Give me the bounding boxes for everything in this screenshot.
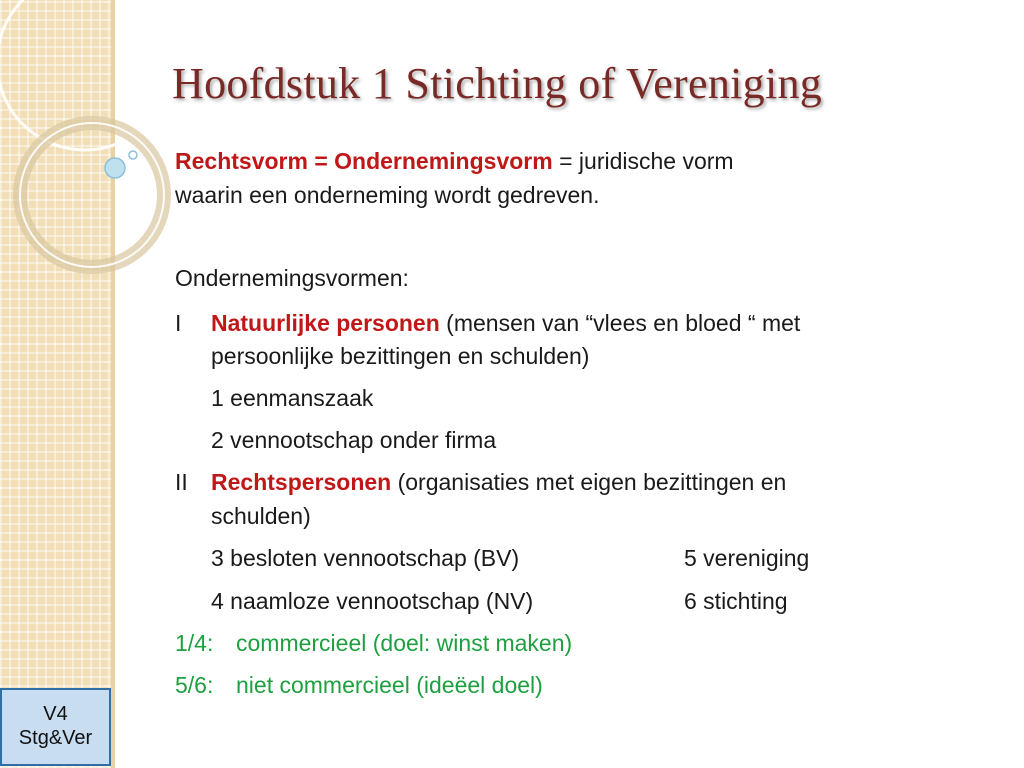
bullet-dot-large bbox=[105, 158, 125, 178]
note-text-2: niet commercieel (ideëel doel) bbox=[236, 672, 543, 698]
badge-line-2: Stg&Ver bbox=[18, 727, 93, 749]
bullet-dot-small bbox=[129, 151, 137, 159]
version-badge bbox=[0, 688, 111, 766]
section1-desc-1: (mensen van “vlees en bloed “ met bbox=[446, 310, 801, 336]
note-label-1: 1/4: bbox=[175, 630, 214, 656]
section1-desc-2: persoonlijke bezittingen en schulden) bbox=[211, 343, 590, 369]
list-item-vereniging: 5 vereniging bbox=[684, 545, 810, 571]
rechtsvorm-term: Rechtsvorm = Ondernemingsvorm bbox=[175, 148, 553, 174]
rechtspersonen-term: Rechtspersonen bbox=[211, 469, 392, 495]
section2-line-1 bbox=[211, 468, 786, 497]
list-item-bv: 3 besloten vennootschap (BV) bbox=[211, 545, 520, 571]
list-item-vof: 2 vennootschap onder firma bbox=[211, 427, 497, 453]
section1-line-1 bbox=[211, 309, 800, 338]
intro-rest: = juridische vorm bbox=[559, 148, 734, 174]
natuurlijke-personen-term: Natuurlijke personen bbox=[211, 310, 440, 336]
section2-desc-1: (organisaties met eigen bezittingen en bbox=[397, 469, 787, 495]
section1-numeral: I bbox=[175, 310, 182, 336]
slide-title: Hoofdstuk 1 Stichting of Vereniging bbox=[172, 59, 823, 108]
note-text-1: commercieel (doel: winst maken) bbox=[236, 630, 573, 656]
list-item-stichting: 6 stichting bbox=[684, 588, 788, 614]
note-label-2: 5/6: bbox=[175, 672, 214, 698]
intro-line-1 bbox=[175, 147, 734, 176]
list-item-eenmanszaak: 1 eenmanszaak bbox=[211, 385, 374, 411]
forms-heading: Ondernemingsvormen: bbox=[175, 265, 409, 291]
intro-line-2: waarin een onderneming wordt gedreven. bbox=[175, 182, 600, 208]
list-item-nv: 4 naamloze vennootschap (NV) bbox=[211, 588, 534, 614]
badge-line-1: V4 bbox=[43, 703, 68, 725]
section2-numeral: II bbox=[175, 469, 188, 495]
section2-desc-2: schulden) bbox=[211, 503, 311, 529]
